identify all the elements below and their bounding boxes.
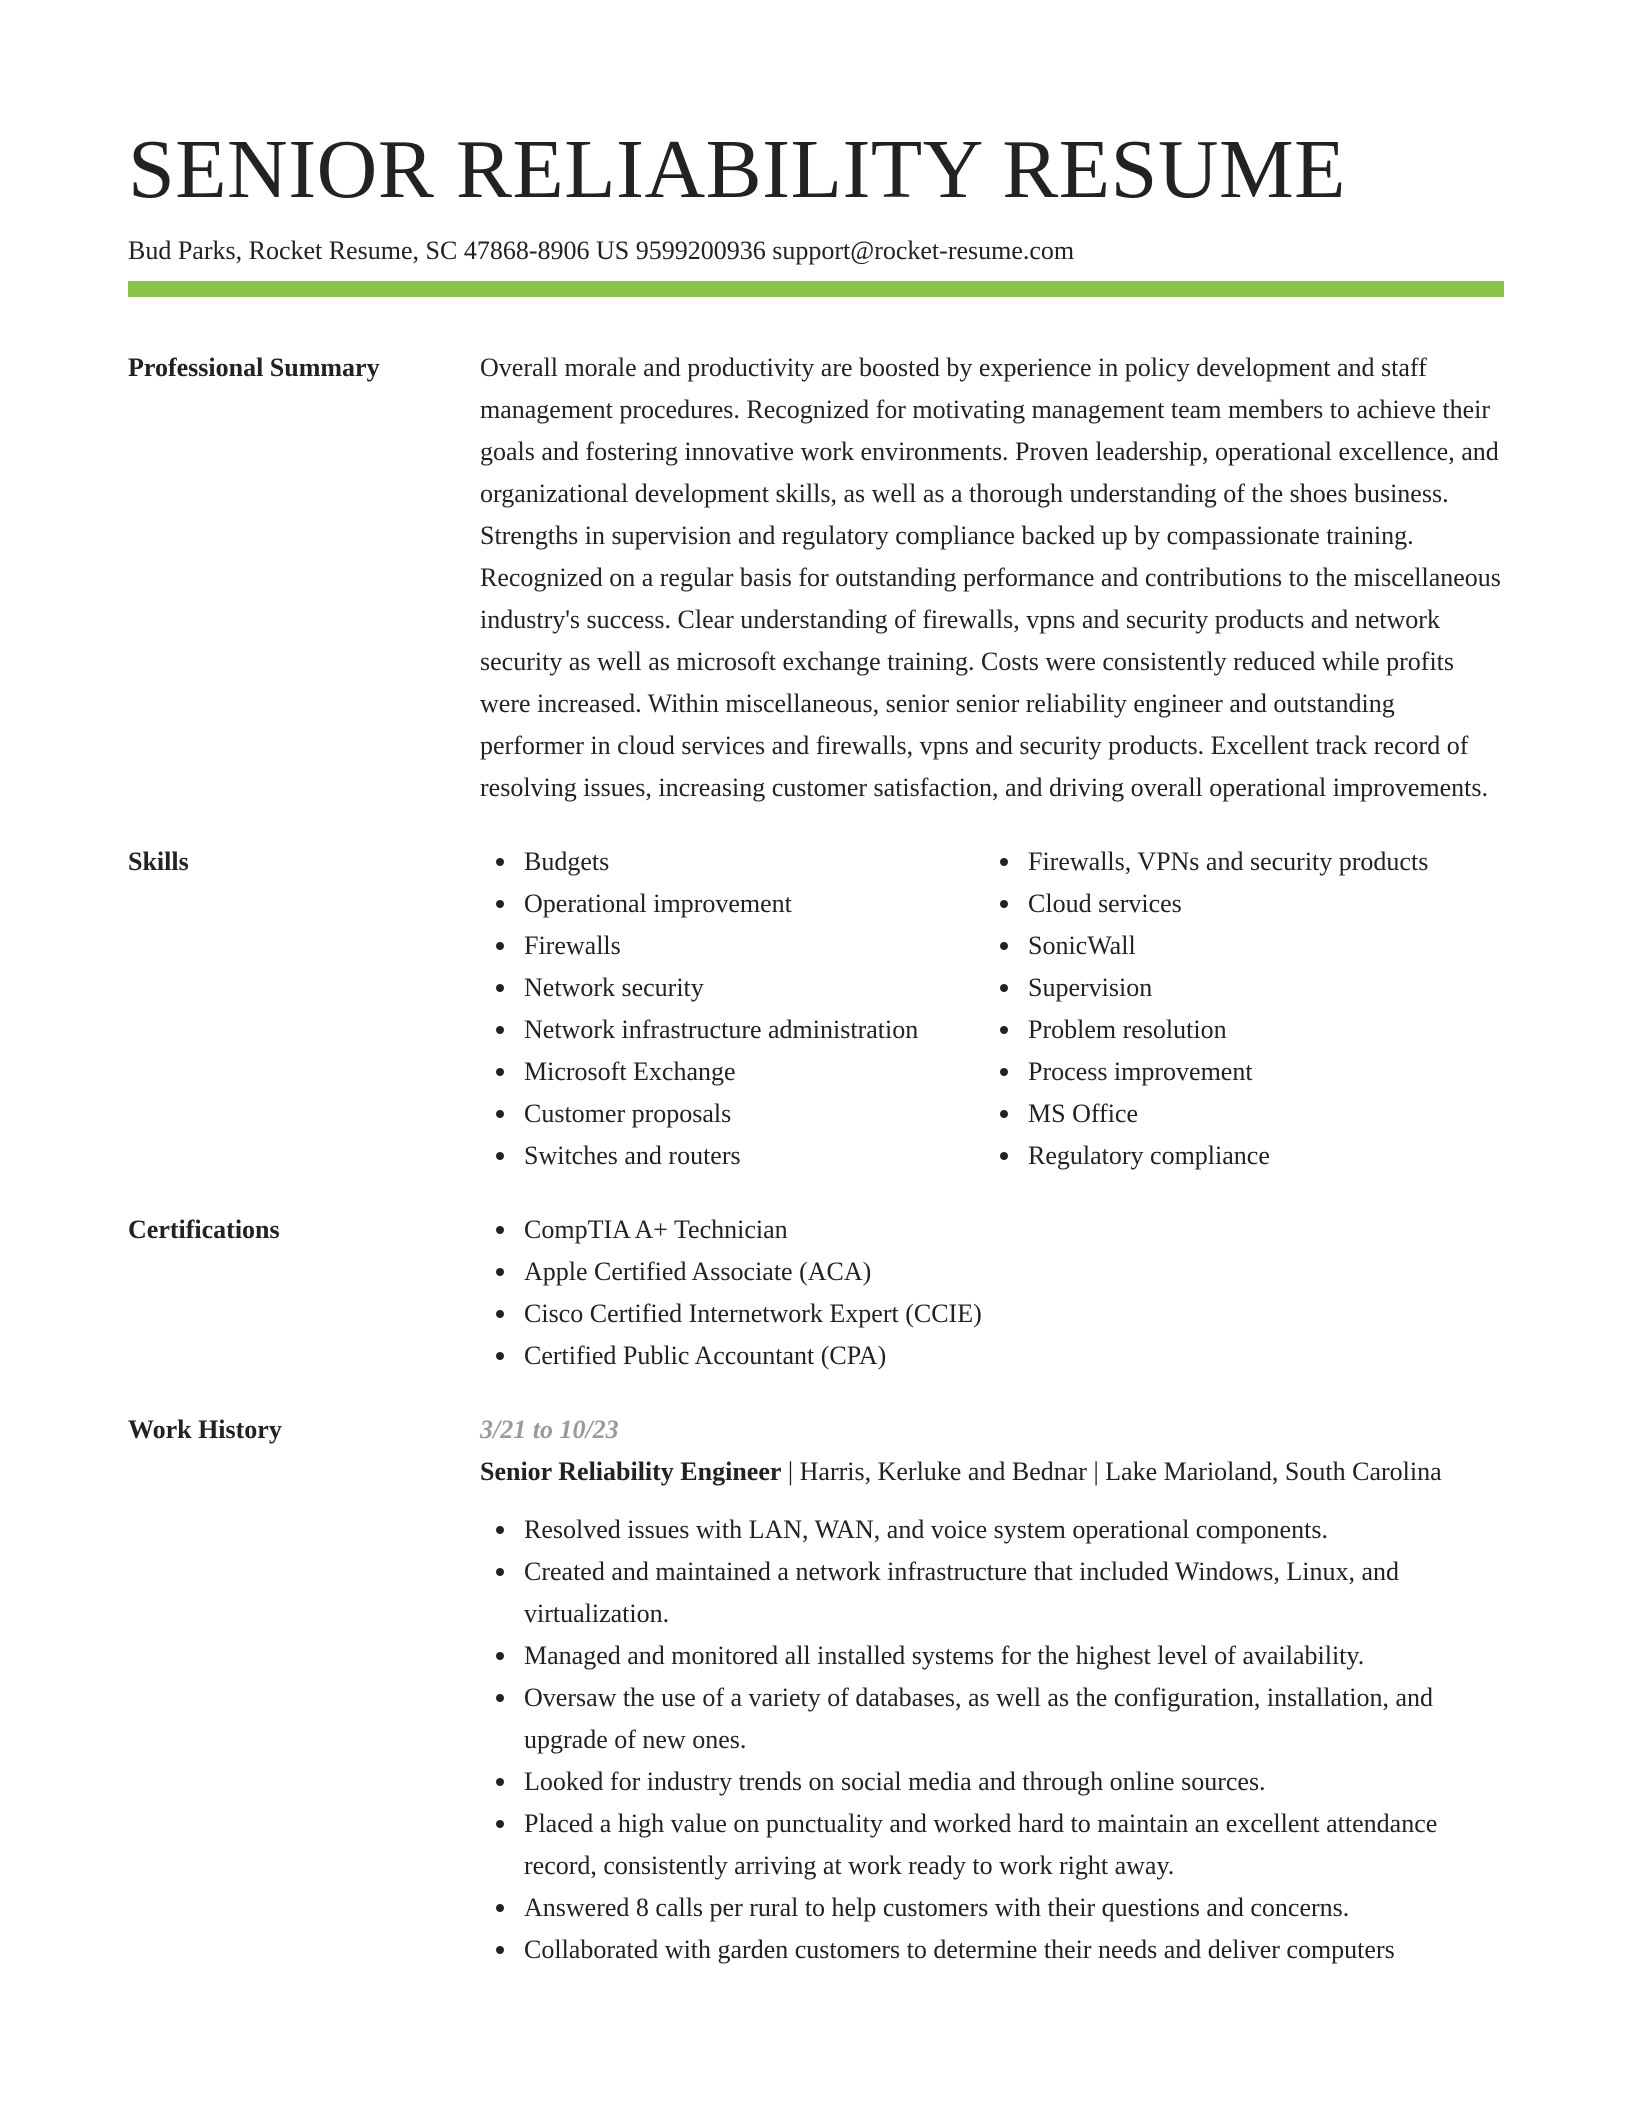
job-bullet: Collaborated with garden customers to determine their needs and deliver computers — [524, 1929, 1504, 1971]
skill-item: Operational improvement — [524, 883, 984, 925]
skill-item: SonicWall — [1028, 925, 1488, 967]
section-label-work-history: Work History — [128, 1415, 282, 1444]
job-bullet: Answered 8 calls per rural to help customers with their questions and concerns. — [524, 1887, 1504, 1929]
job-heading — [480, 1451, 1504, 1493]
job-bullet: Managed and monitored all installed systems for the highest level of availability. — [524, 1635, 1504, 1677]
skill-item: Budgets — [524, 841, 984, 883]
section-certifications — [128, 1209, 1504, 1377]
job-bullet: Placed a high value on punctuality and worked hard to maintain an excellent attendance record, consistently arriving at work ready to work right away. — [524, 1803, 1504, 1887]
section-skills — [128, 841, 1504, 1177]
contact-location: SC 47868-8906 US — [425, 236, 630, 265]
skills-column-left — [480, 841, 984, 1177]
skill-item: Problem resolution — [1028, 1009, 1488, 1051]
skill-item: Firewalls — [524, 925, 984, 967]
job-employer-location: | Harris, Kerluke and Bednar | Lake Marioland, South Carolina — [781, 1457, 1442, 1486]
certification-item: Certified Public Accountant (CPA) — [524, 1335, 1504, 1377]
section-work-history — [128, 1409, 1504, 1971]
skill-item: Regulatory compliance — [1028, 1135, 1488, 1177]
job-bullet: Oversaw the use of a variety of databases, as well as the configuration, installation, and upgrade of new ones. — [524, 1677, 1504, 1761]
skill-item: Network security — [524, 967, 984, 1009]
contact-name: Bud Parks, — [128, 236, 243, 265]
job-bullet: Created and maintained a network infrastructure that included Windows, Linux, and virtualization. — [524, 1551, 1504, 1635]
skill-item: Firewalls, VPNs and security products — [1028, 841, 1488, 883]
certification-item: Apple Certified Associate (ACA) — [524, 1251, 1504, 1293]
job-bullet: Resolved issues with LAN, WAN, and voice system operational components. — [524, 1509, 1504, 1551]
header-divider — [128, 281, 1504, 297]
skill-item: Process improvement — [1028, 1051, 1488, 1093]
section-professional-summary — [128, 347, 1504, 809]
contact-phone: 9599200936 — [635, 236, 766, 265]
skill-item: Switches and routers — [524, 1135, 984, 1177]
summary-text: Overall morale and productivity are boosted by experience in policy development and staff management procedures. Recognized for motivating management team members to achieve their goals and fostering innovative work environments. Proven leadership, operational excellence, and organizational development skills, as well as a thorough understanding of the shoes business. Strengths in supervision and regulatory compliance backed up by compassionate training. Recognized on a regular basis for outstanding performance and contributions to the miscellaneous industry's success. Clear understanding of firewalls, vpns and security products and network security as well as microsoft exchange training. Costs were consistently reduced while profits were increased. Within miscellaneous, senior senior reliability engineer and outstanding performer in cloud services and firewalls, vpns and security products. Excellent track record of resolving issues, increasing customer satisfaction, and driving overall operational improvements. — [480, 353, 1501, 802]
certification-item: CompTIA A+ Technician — [524, 1209, 1504, 1251]
contact-company: Rocket Resume, — [248, 236, 420, 265]
certification-item: Cisco Certified Internetwork Expert (CCIE) — [524, 1293, 1504, 1335]
job-dates: 3/21 to 10/23 — [480, 1415, 619, 1444]
skill-item: Network infrastructure administration — [524, 1009, 984, 1051]
section-label-summary: Professional Summary — [128, 353, 380, 382]
skill-item: Microsoft Exchange — [524, 1051, 984, 1093]
skill-item: Customer proposals — [524, 1093, 984, 1135]
job-title: Senior Reliability Engineer — [480, 1457, 782, 1486]
job-entry — [480, 1409, 1504, 1971]
resume-page — [128, 118, 1504, 1971]
contact-line — [128, 234, 1504, 268]
contact-email: support@rocket-resume.com — [772, 236, 1075, 265]
skill-item: Cloud services — [1028, 883, 1488, 925]
skill-item: MS Office — [1028, 1093, 1488, 1135]
section-label-certifications: Certifications — [128, 1215, 280, 1244]
skill-item: Supervision — [1028, 967, 1488, 1009]
skills-column-right — [984, 841, 1488, 1177]
resume-title: SENIOR RELIABILITY RESUME — [128, 123, 1346, 216]
section-label-skills: Skills — [128, 847, 189, 876]
job-bullet: Looked for industry trends on social media and through online sources. — [524, 1761, 1504, 1803]
